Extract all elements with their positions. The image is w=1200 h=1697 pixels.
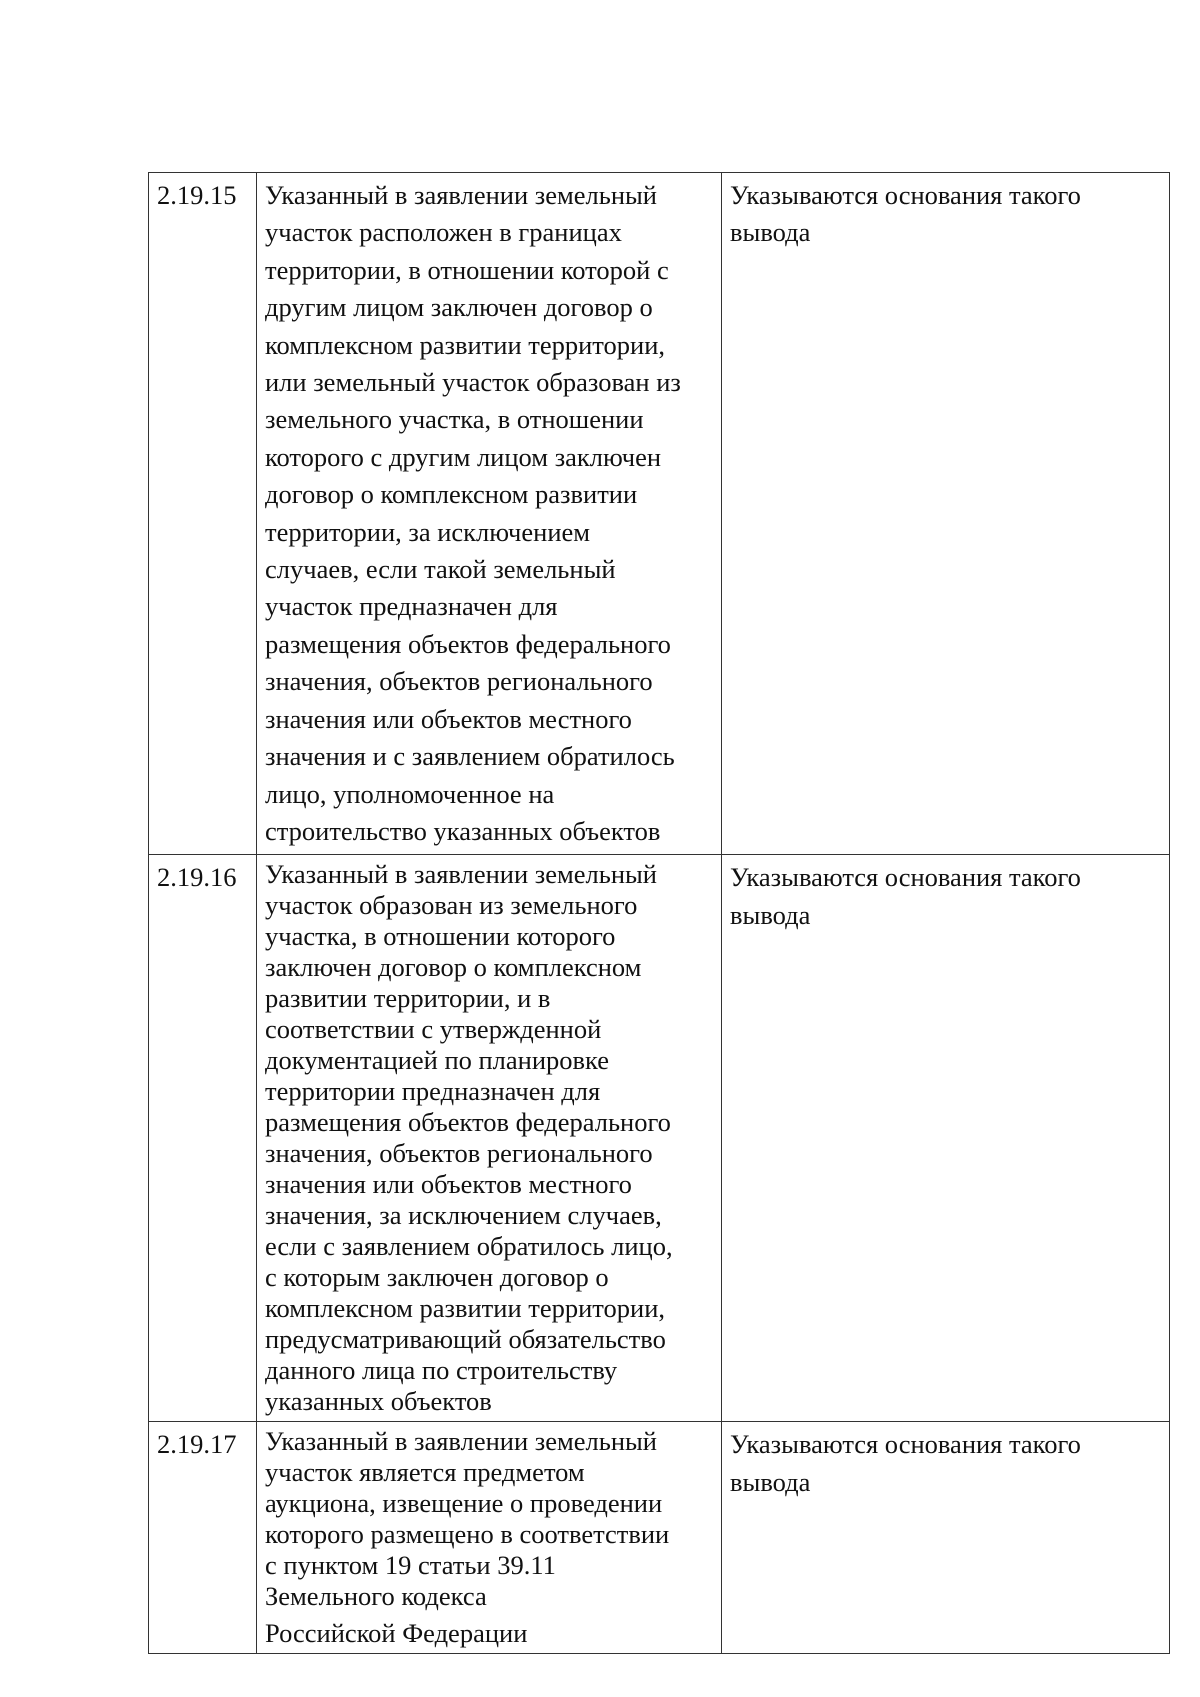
note-line: Указываются основания такого (730, 180, 1081, 210)
description-cell (257, 855, 722, 1422)
note-line: Указываются основания такого (730, 1429, 1081, 1460)
note-line: вывода (730, 1466, 811, 1497)
description-line: значения и с заявлением обратилось (265, 741, 675, 772)
description-line: документацией по планировке (265, 1045, 610, 1076)
description-line: территории, за исключением (265, 516, 591, 547)
document-table (148, 172, 1170, 1654)
description-line: размещения объектов федерального (265, 628, 671, 659)
table-row (149, 855, 1170, 1422)
description-line: значения, объектов регионального (265, 1138, 653, 1169)
description-line: Земельного кодекса (265, 1581, 487, 1612)
description-line: территории, в отношении которой с (265, 254, 669, 285)
description-line: комплексном развитии территории, (265, 1293, 665, 1324)
description-line: или земельный участок образован из (265, 367, 681, 398)
description-line: Российской Федерации (265, 1618, 528, 1649)
description-line: участок образован из земельного (265, 890, 638, 921)
description-line: строительство указанных объектов (265, 815, 661, 846)
description-line: размещения объектов федерального (265, 1107, 671, 1138)
description-line: которого размещено в соответствии (265, 1519, 670, 1550)
row-number-cell (149, 1422, 257, 1654)
description-line: договор о комплексном развитии (265, 479, 638, 510)
description-line: данного лица по строительству (265, 1355, 618, 1386)
description-line: значения или объектов местного (265, 703, 632, 734)
note-cell (722, 855, 1170, 1422)
description-line: значения, объектов регионального (265, 666, 653, 697)
note-cell (722, 173, 1170, 855)
table-row (149, 173, 1170, 855)
description-line: развитии территории, и в (265, 983, 551, 1014)
description-line: указанных объектов (265, 1386, 492, 1417)
description-cell (257, 173, 722, 855)
description-line: другим лицом заключен договор о (265, 292, 653, 323)
description-line: Указанный в заявлении земельный (265, 859, 657, 890)
description-line: с пунктом 19 статьи 39.11 (265, 1550, 556, 1581)
row-number-cell (149, 173, 257, 855)
note-line: Указываются основания такого (730, 862, 1081, 893)
note-cell (722, 1422, 1170, 1654)
description-line: участок является предметом (265, 1457, 585, 1488)
description-line: значения, за исключением случаев, (265, 1200, 662, 1231)
description-line: лицо, уполномоченное на (265, 778, 555, 809)
description-line: комплексном развитии территории, (265, 329, 665, 360)
description-line: участок предназначен для (265, 591, 558, 622)
description-line: случаев, если такой земельный (265, 554, 616, 585)
description-line: если с заявлением обратилось лицо, (265, 1231, 673, 1262)
description-line: территории предназначен для (265, 1076, 601, 1107)
description-line: Указанный в заявлении земельный (265, 1426, 657, 1457)
description-line: которого с другим лицом заключен (265, 441, 662, 472)
description-line: заключен договор о комплексном (265, 952, 642, 983)
description-line: аукциона, извещение о проведении (265, 1488, 663, 1519)
description-line: значения или объектов местного (265, 1169, 632, 1200)
description-line: предусматривающий обязательство (265, 1324, 666, 1355)
description-line: участка, в отношении которого (265, 921, 616, 952)
description-line: земельного участка, в отношении (265, 404, 644, 435)
row-number: 2.19.17 (157, 1429, 237, 1460)
row-number: 2.19.16 (157, 862, 237, 893)
description-line: участок расположен в границах (265, 217, 622, 248)
description-line: соответствии с утвержденной (265, 1014, 602, 1045)
note-line: вывода (730, 899, 811, 930)
description-cell (257, 1422, 722, 1654)
row-number: 2.19.15 (157, 180, 237, 210)
row-number-cell (149, 855, 257, 1422)
description-line: с которым заключен договор о (265, 1262, 609, 1293)
description-line: Указанный в заявлении земельный (265, 180, 657, 210)
table-row (149, 1422, 1170, 1654)
note-line: вывода (730, 217, 811, 248)
